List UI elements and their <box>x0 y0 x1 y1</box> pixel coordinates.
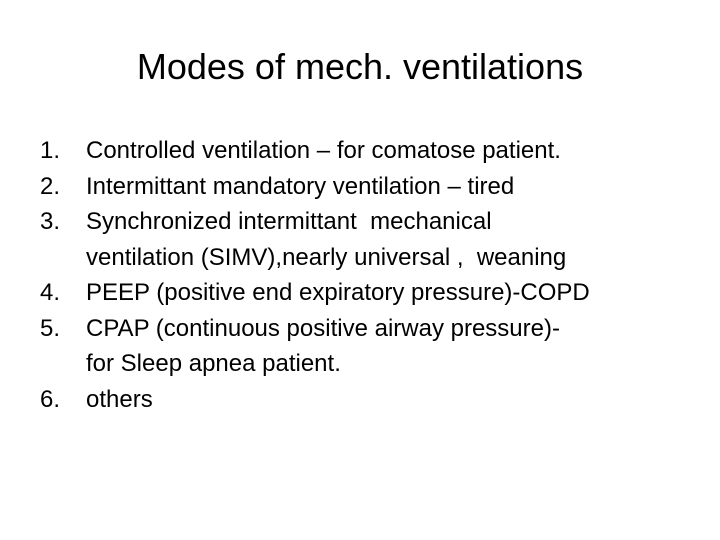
list-item-line: PEEP (positive end expiratory pressure)-COPD <box>86 279 590 306</box>
bullet-list <box>40 133 700 417</box>
list-item-number: 2. <box>40 172 61 200</box>
list-item <box>40 311 700 382</box>
list-item-number: 3. <box>40 208 61 235</box>
list-item-number: 1. <box>40 137 61 164</box>
list-item-line: ventilation (SIMV),nearly universal , weaning <box>86 243 567 271</box>
list-item-text <box>86 311 700 382</box>
slide-title: Modes of mech. ventilations <box>136 46 584 87</box>
list-item-number: 4. <box>40 279 61 306</box>
list-item-text <box>86 204 700 275</box>
list-item-text <box>86 169 700 205</box>
list-item-text <box>86 133 700 169</box>
list-item-text <box>86 382 700 418</box>
list-item <box>40 275 700 311</box>
list-item <box>40 382 700 418</box>
list-item-line: Controlled ventilation – for comatose patient. <box>86 137 561 164</box>
list-item-line: Intermittant mandatory ventilation – tired <box>86 172 515 200</box>
list-item-text <box>86 275 700 311</box>
list-item-line: for Sleep apnea patient. <box>86 350 341 377</box>
list-item-number: 6. <box>40 385 61 413</box>
list-item-line: others <box>86 385 153 413</box>
list-item-number: 5. <box>40 314 61 342</box>
list-item-line: Synchronized intermittant mechanical <box>86 208 492 235</box>
list-item <box>40 169 700 205</box>
list-item <box>40 204 700 275</box>
list-item <box>40 133 700 169</box>
list-item-line: CPAP (continuous positive airway pressure)- <box>86 314 560 342</box>
